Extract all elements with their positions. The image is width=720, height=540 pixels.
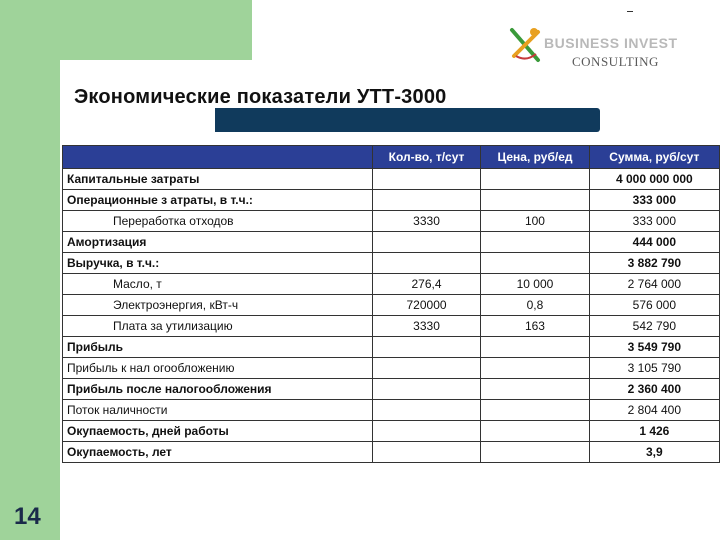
row-price: [481, 400, 589, 421]
row-label: Поток наличности: [63, 400, 373, 421]
row-qty: 276,4: [372, 274, 480, 295]
row-label: Амортизация: [63, 232, 373, 253]
row-label: Плата за утилизацию: [63, 316, 373, 337]
table-row: [63, 211, 720, 232]
table-row: [63, 421, 720, 442]
row-sum: 444 000: [589, 232, 719, 253]
row-price: [481, 169, 589, 190]
top-green-block: [0, 0, 252, 60]
slide-number: 14: [14, 503, 41, 530]
row-sum: 333 000: [589, 211, 719, 232]
row-qty: [372, 232, 480, 253]
table-row: [63, 400, 720, 421]
row-label: Переработка отходов: [63, 211, 373, 232]
row-sum: 542 790: [589, 316, 719, 337]
row-sum: 3,9: [589, 442, 719, 463]
row-qty: 720000: [372, 295, 480, 316]
row-sum: 576 000: [589, 295, 719, 316]
table-row: [63, 295, 720, 316]
table-row: [63, 379, 720, 400]
slide-title: Экономические показатели УТТ-3000: [74, 86, 447, 108]
left-green-strip: [0, 0, 60, 540]
table-row: [63, 316, 720, 337]
row-price: 10 000: [481, 274, 589, 295]
row-sum: 2 360 400: [589, 379, 719, 400]
table-row: [63, 253, 720, 274]
row-sum: 3 549 790: [589, 337, 719, 358]
row-sum: 2 764 000: [589, 274, 719, 295]
row-price: 163: [481, 316, 589, 337]
logo-figure-icon: [508, 26, 544, 66]
row-price: [481, 253, 589, 274]
table-row: [63, 169, 720, 190]
row-price: [481, 232, 589, 253]
row-qty: [372, 442, 480, 463]
row-qty: 3330: [372, 211, 480, 232]
table-row: [63, 442, 720, 463]
company-logo: [508, 26, 708, 72]
row-label: Выручка, в т.ч.:: [63, 253, 373, 274]
row-label: Масло, т: [63, 274, 373, 295]
table-header-row: [63, 146, 720, 169]
row-sum: 3 882 790: [589, 253, 719, 274]
title-underline-bar: [215, 108, 600, 132]
row-qty: [372, 253, 480, 274]
row-label: Капитальные затраты: [63, 169, 373, 190]
row-qty: [372, 421, 480, 442]
row-sum: 333 000: [589, 190, 719, 211]
row-price: [481, 337, 589, 358]
row-label: Прибыль после налогообложения: [63, 379, 373, 400]
row-price: [481, 421, 589, 442]
row-qty: [372, 169, 480, 190]
row-label: Прибыль к нал огообложению: [63, 358, 373, 379]
logo-text-line1: BUSINESS INVEST: [544, 35, 678, 51]
row-sum: 4 000 000 000: [589, 169, 719, 190]
row-price: [481, 379, 589, 400]
logo-text-line2: CONSULTING: [572, 54, 659, 69]
row-sum: 1 426: [589, 421, 719, 442]
row-label: Прибыль: [63, 337, 373, 358]
row-label: Операционные з атраты, в т.ч.:: [63, 190, 373, 211]
row-qty: [372, 358, 480, 379]
row-label: Электроэнергия, кВт-ч: [63, 295, 373, 316]
table-row: [63, 358, 720, 379]
header-qty: Кол-во, т/сут: [372, 146, 480, 169]
row-price: [481, 358, 589, 379]
row-price: 0,8: [481, 295, 589, 316]
row-qty: [372, 379, 480, 400]
header-sum: Сумма, руб/сут: [589, 146, 719, 169]
row-price: [481, 190, 589, 211]
table-row: [63, 274, 720, 295]
row-price: [481, 442, 589, 463]
header-price: Цена, руб/ед: [481, 146, 589, 169]
row-price: 100: [481, 211, 589, 232]
table-row: [63, 337, 720, 358]
row-qty: [372, 400, 480, 421]
row-qty: [372, 337, 480, 358]
row-sum: 2 804 400: [589, 400, 719, 421]
row-label: Окупаемость, дней работы: [63, 421, 373, 442]
header-blank: [63, 146, 373, 169]
row-qty: 3330: [372, 316, 480, 337]
row-label: Окупаемость, лет: [63, 442, 373, 463]
table-row: [63, 190, 720, 211]
decorative-dash: [627, 11, 633, 12]
table-row: [63, 232, 720, 253]
row-sum: 3 105 790: [589, 358, 719, 379]
row-qty: [372, 190, 480, 211]
economics-table: [62, 145, 720, 463]
